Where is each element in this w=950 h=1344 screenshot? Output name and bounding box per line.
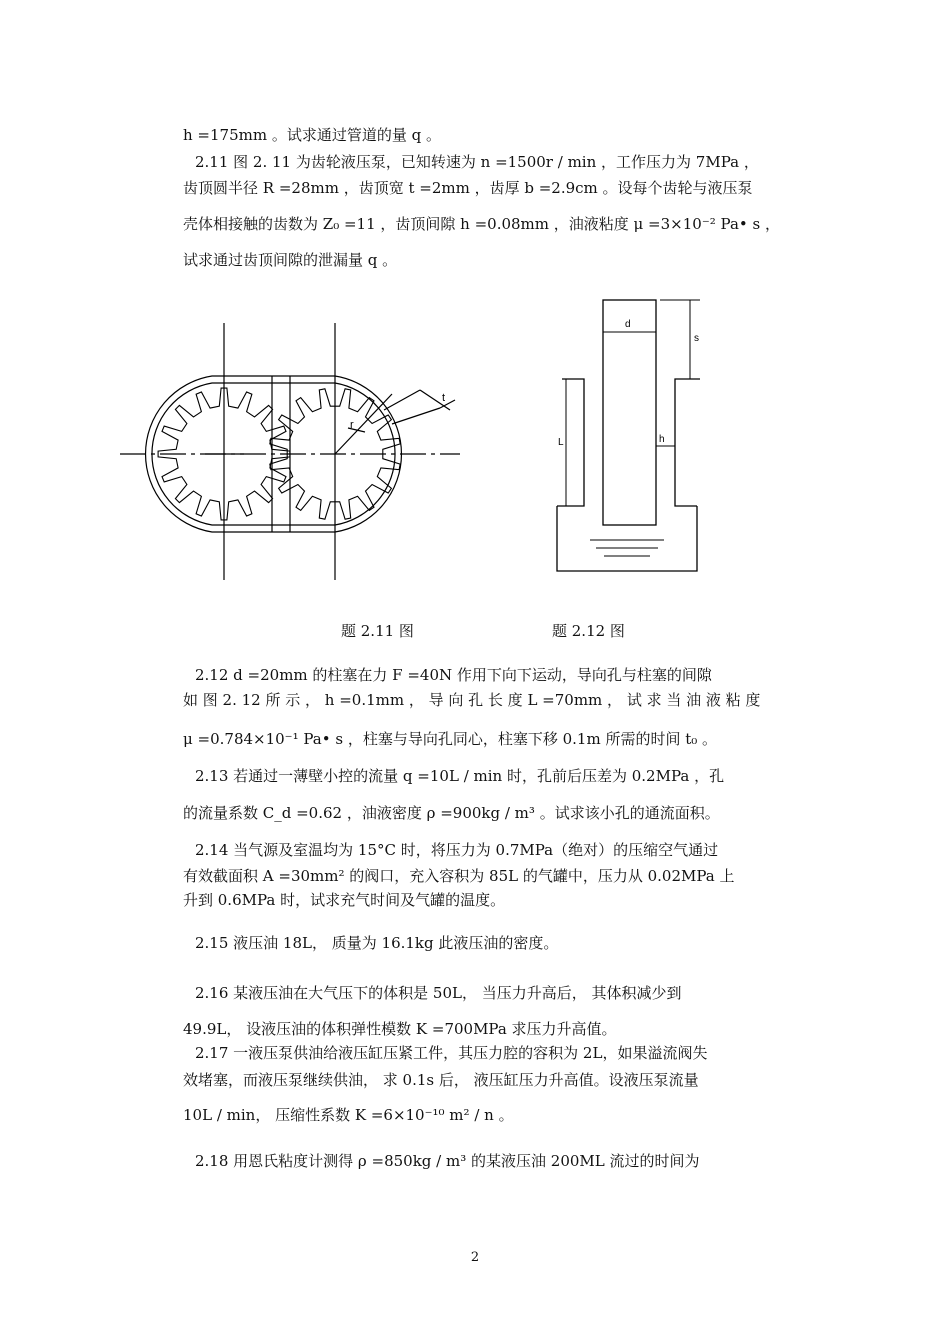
- problem-2-13-line-1: 2.13 若通过一薄壁小控的流量 q =10L / min 时，孔前后压差为 0.2MPa ，孔: [195, 767, 725, 785]
- plunger-figure: [557, 300, 700, 571]
- problem-2-12-line-3: μ =0.784×10⁻¹ Pa• s ，柱塞与导向孔同心，柱塞下移 0.1m 所需的时间 t₀ 。: [183, 730, 718, 748]
- problem-2-13-line-2: 的流量系数 C_d =0.62 ，油液密度 ρ =900kg / m³ 。试求该小孔的通流面积。: [183, 804, 720, 822]
- problem-2-17-line-2: 效堵塞，而液压泵继续供油， 求 0.1s 后， 液压缸压力升高值。设液压泵流量: [183, 1071, 699, 1089]
- text-line-1: h =175mm 。试求通过管道的量 q 。: [183, 126, 441, 144]
- problem-2-12-line-1: 2.12 d =20mm 的柱塞在力 F =40N 作用下向下运动，导向孔与柱塞的间隙: [195, 666, 712, 684]
- problem-2-14-line-2: 有效截面积 A =30mm² 的阀口，充入容积为 85L 的气罐中，压力从 0.02MPa 上: [183, 867, 735, 885]
- fig212-L-label: L: [558, 437, 564, 448]
- problem-2-12-line-2: 如 图 2. 12 所 示 ， h =0.1mm ， 导 向 孔 长 度 L =70mm ， 试 求 当 油 液 粘 度: [183, 691, 761, 709]
- fig211-t-label: t: [442, 392, 446, 404]
- caption-fig-2-12: 题 2.12 图: [552, 622, 625, 640]
- problem-2-11-line-1: 2.11 图 2. 11 为齿轮液压泵，已知转速为 n =1500r / min ，工作压力为 7MPa ，: [195, 153, 759, 171]
- problem-2-11-line-3: 壳体相接触的齿数为 Z₀ =11 ，齿顶间隙 h =0.08mm ，油液粘度 μ =3×10⁻² Pa• s ，: [183, 215, 780, 233]
- fig212-h-label: h: [659, 434, 665, 445]
- problem-2-16-line-2: 49.9L， 设液压油的体积弹性模数 K =700MPa 求压力升高值。: [183, 1020, 617, 1038]
- fig212-s-label: s: [694, 333, 699, 344]
- problem-2-11-line-2: 齿顶圆半径 R =28mm ，齿顶宽 t =2mm ，齿厚 b =2.9cm 。设每个齿轮与液压泵: [183, 179, 753, 197]
- fig212-d-label: d: [625, 319, 631, 330]
- problem-2-16-line-1: 2.16 某液压油在大气压下的体积是 50L， 当压力升高后， 其体积减少到: [195, 984, 682, 1002]
- problem-2-15-line-1: 2.15 液压油 18L， 质量为 16.1kg 此液压油的密度。: [195, 934, 559, 952]
- problem-2-11-line-4: 试求通过齿顶间隙的泄漏量 q 。: [183, 251, 398, 269]
- figures-svg: [0, 0, 950, 620]
- problem-2-17-line-3: 10L / min， 压缩性系数 K =6×10⁻¹⁰ m² / n 。: [183, 1106, 514, 1124]
- problem-2-18-line-1: 2.18 用恩氏粘度计测得 ρ =850kg / m³ 的某液压油 200ML 流过的时间为: [195, 1152, 700, 1170]
- problem-2-17-line-1: 2.17 一液压泵供油给液压缸压紧工件，其压力腔的容积为 2L，如果溢流阀失: [195, 1044, 708, 1062]
- problem-2-14-line-1: 2.14 当气源及室温均为 15°C 时，将压力为 0.7MPa（绝对）的压缩空气通过: [195, 841, 719, 859]
- gear-pump-figure: [120, 323, 460, 580]
- page-number: 2: [470, 1250, 480, 1265]
- problem-2-14-line-3: 升到 0.6MPa 时，试求充气时间及气罐的温度。: [183, 891, 506, 909]
- fig211-r-label: r: [350, 419, 354, 431]
- caption-fig-2-11: 题 2.11 图: [341, 622, 414, 640]
